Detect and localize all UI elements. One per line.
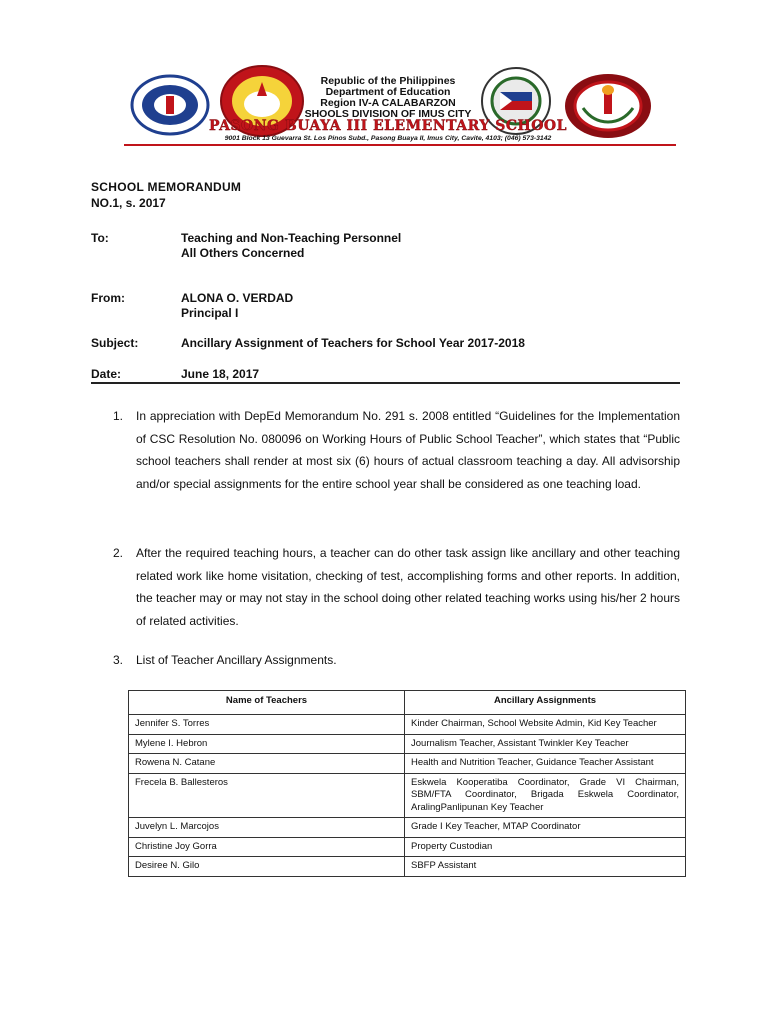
table-row xyxy=(129,773,686,818)
teacher-assignment: Property Custodian xyxy=(405,837,686,857)
table-row xyxy=(129,754,686,774)
letterhead-address: 9001 Block 13 Guevarra St. Los Pinos Subd., Pasong Buaya II, Imus City, Cavite, 4103; (046) 573-3142 xyxy=(224,135,552,142)
teacher-name: Juvelyn L. Marcojos xyxy=(129,818,405,838)
teacher-assignment: Health and Nutrition Teacher, Guidance Teacher Assistant xyxy=(405,754,686,774)
to-recipient-1: Teaching and Non-Teaching Personnel xyxy=(181,231,402,245)
school-seal-logo xyxy=(563,72,653,140)
teacher-assignment: Kinder Chairman, School Website Admin, Kid Key Teacher xyxy=(405,715,686,735)
teacher-name: Jennifer S. Torres xyxy=(129,715,405,735)
teacher-name: Rowena N. Catane xyxy=(129,754,405,774)
table-header-row xyxy=(129,691,686,715)
letterhead-division: SHOOLS DIVISION OF IMUS CITY xyxy=(304,108,472,120)
table-row xyxy=(129,857,686,877)
memo-number: NO.1, s. 2017 xyxy=(91,196,166,210)
teacher-name: Frecela B. Ballesteros xyxy=(129,773,405,818)
table-row xyxy=(129,715,686,735)
from-position: Principal I xyxy=(181,306,239,320)
from-label: From: xyxy=(91,291,125,305)
teacher-assignment: Grade I Key Teacher, MTAP Coordinator xyxy=(405,818,686,838)
date-text: June 18, 2017 xyxy=(181,367,260,381)
teacher-assignment: Eskwela Kooperatiba Coordinator, Grade VI Chairman, SBM/FTA Coordinator, Brigada Eskwela Coordinator, AralingPanlipunan Key Teacher xyxy=(405,773,686,818)
subject-label: Subject: xyxy=(91,336,139,350)
letterhead-region: Region IV-A CALABARZON xyxy=(320,97,456,109)
paragraph-1 xyxy=(113,405,680,495)
teacher-name: Mylene I. Hebron xyxy=(129,734,405,754)
header-name-of-teachers: Name of Teachers xyxy=(129,691,405,715)
paragraph-text: In appreciation with DepEd Memorandum No. 291 s. 2008 entitled “Guidelines for the Implementation of CSC Resolution No. 080096 on Working Hours of Public School Teacher”, which states that “Public school teachers shall render at most six (6) hours of actual classroom teaching a day. All advisorship and/or special assignments for the entire school year shall be considered as one teaching load. xyxy=(136,409,680,491)
paragraph-number: 2. xyxy=(113,546,124,560)
date-label: Date: xyxy=(91,367,122,381)
paragraph-2 xyxy=(113,542,680,632)
teacher-assignment: Journalism Teacher, Assistant Twinkler Key Teacher xyxy=(405,734,686,754)
ancillary-assignments-table xyxy=(128,690,686,877)
letterhead-department: Department of Education xyxy=(325,86,451,98)
subject-text: Ancillary Assignment of Teachers for School Year 2017-2018 xyxy=(181,336,525,350)
to-label: To: xyxy=(91,231,109,245)
teacher-assignment: SBFP Assistant xyxy=(405,857,686,877)
table-row xyxy=(129,734,686,754)
letterhead-school-name: PASONG BUAYA III ELEMENTARY SCHOOL xyxy=(209,118,567,134)
teacher-name: Christine Joy Gorra xyxy=(129,837,405,857)
paragraph-number: 1. xyxy=(113,409,124,423)
deped-seal-logo xyxy=(130,74,210,136)
table-row xyxy=(129,837,686,857)
paragraph-number: 3. xyxy=(113,653,124,667)
teacher-name: Desiree N. Gilo xyxy=(129,857,405,877)
paragraph-text: List of Teacher Ancillary Assignments. xyxy=(136,653,337,667)
header-ancillary-assignments: Ancillary Assignments xyxy=(405,691,686,715)
table-row xyxy=(129,818,686,838)
memo-title: SCHOOL MEMORANDUM xyxy=(91,180,242,194)
paragraph-3 xyxy=(113,649,680,672)
header-divider xyxy=(91,382,680,384)
letterhead-divider xyxy=(124,144,676,146)
letterhead-republic: Republic of the Philippines xyxy=(320,75,456,87)
paragraph-text: After the required teaching hours, a teacher can do other task assign like ancillary and other teaching related work like home visitation, checking of test, accomplishing forms and other reports. In addition, the teacher may or may not stay in the school doing other related teaching works using his/her 2 hours of related activities. xyxy=(136,546,680,628)
from-name: ALONA O. VERDAD xyxy=(181,291,294,305)
to-recipient-2: All Others Concerned xyxy=(181,246,305,260)
